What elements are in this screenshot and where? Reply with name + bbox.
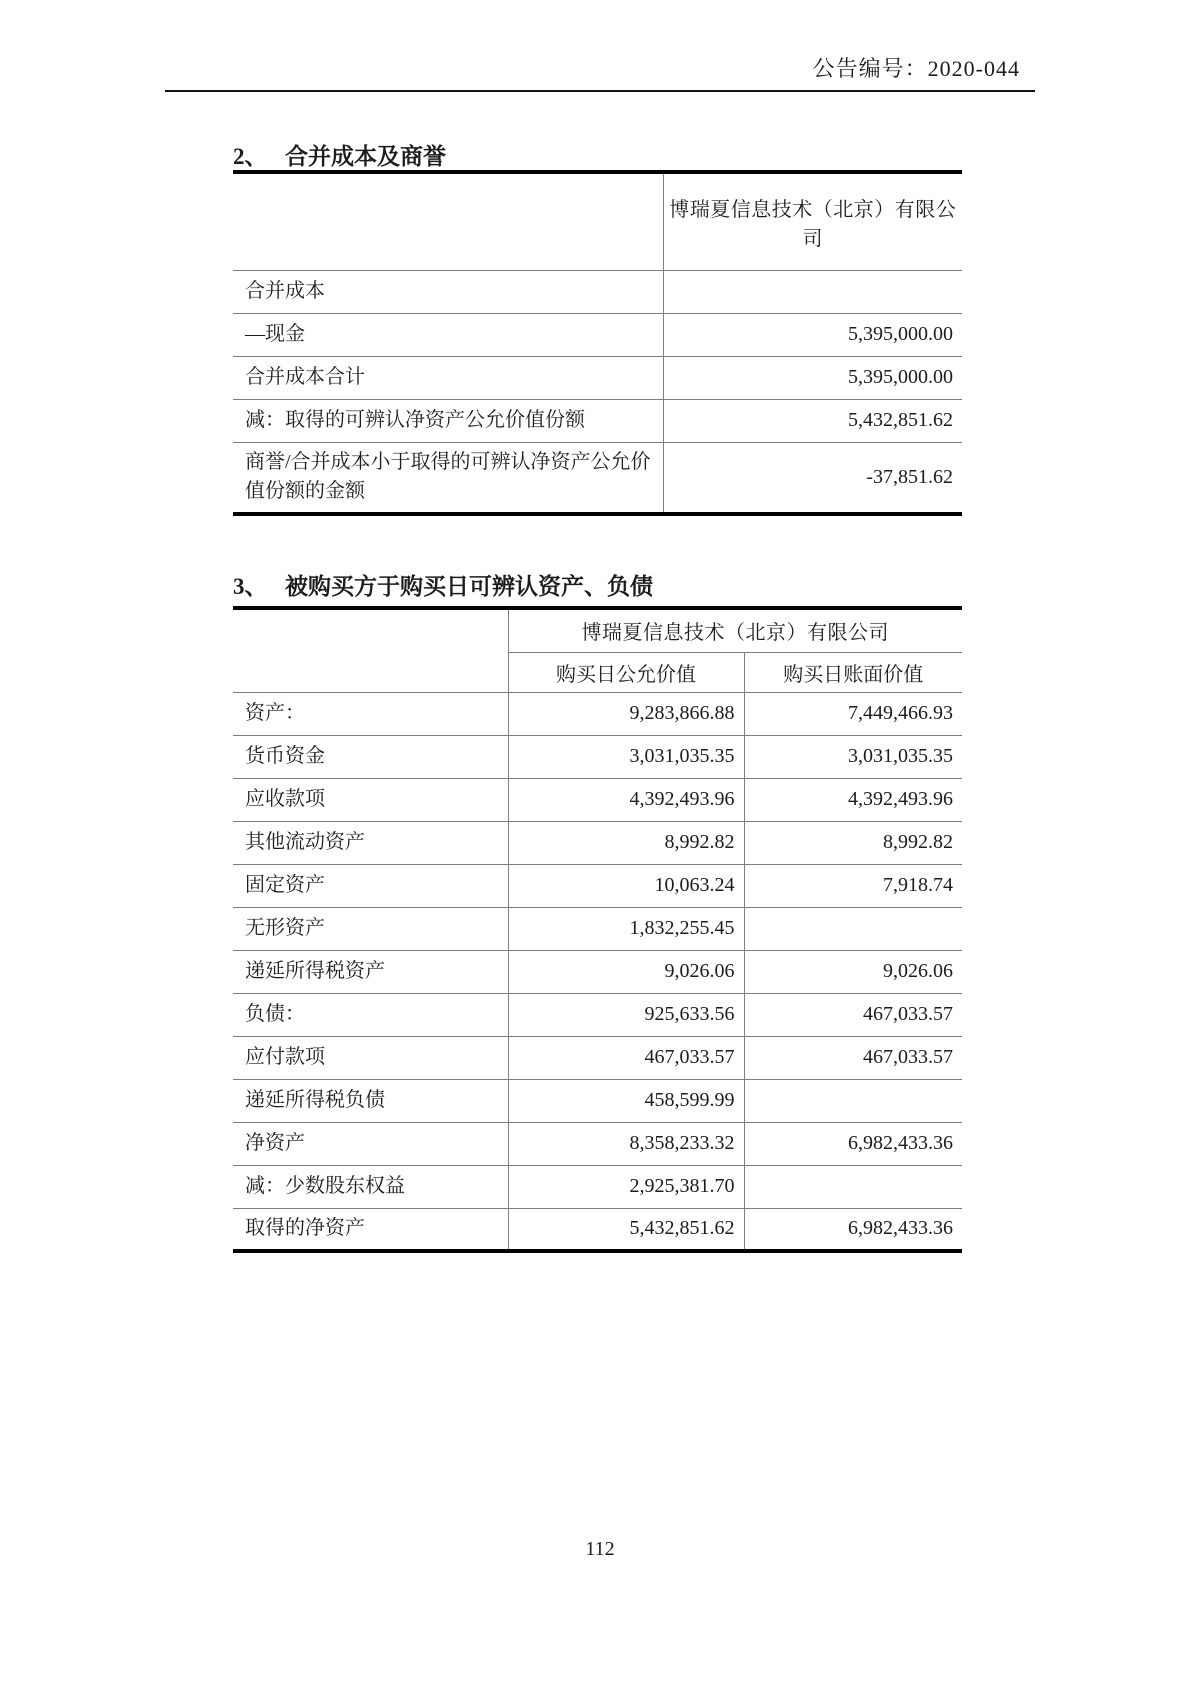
row-book-value: 9,026.06 [744, 950, 962, 993]
row-label: 无形资产 [233, 907, 508, 950]
row-book-value [744, 1079, 962, 1122]
row-label: 商誉/合并成本小于取得的可辨认净资产公允价值份额的金额 [233, 442, 663, 514]
table-row [233, 950, 962, 993]
col-header-book-value: 购买日账面价值 [744, 652, 962, 692]
row-label: 应收款项 [233, 778, 508, 821]
header-rule [165, 90, 1035, 92]
table-row [233, 1079, 962, 1122]
table-row [233, 172, 962, 270]
row-book-value: 4,392,493.96 [744, 778, 962, 821]
table-row [233, 399, 962, 442]
row-label: 取得的净资产 [233, 1208, 508, 1251]
table-row [233, 442, 962, 514]
table-row [233, 864, 962, 907]
row-label: 递延所得税负债 [233, 1079, 508, 1122]
table-row [233, 907, 962, 950]
table-row [233, 1208, 962, 1251]
row-book-value: 467,033.57 [744, 993, 962, 1036]
section3-number: 3、 [233, 574, 268, 599]
table2-header-blank [233, 608, 508, 652]
row-book-value [744, 1165, 962, 1208]
row-book-value: 7,918.74 [744, 864, 962, 907]
row-book-value: 467,033.57 [744, 1036, 962, 1079]
row-label: 其他流动资产 [233, 821, 508, 864]
row-label: 资产： [233, 692, 508, 735]
row-label: 减：取得的可辨认净资产公允价值份额 [233, 399, 663, 442]
row-fair-value: 5,432,851.62 [508, 1208, 744, 1251]
page-number: 112 [585, 1538, 615, 1560]
table-row [233, 1036, 962, 1079]
row-fair-value: 3,031,035.35 [508, 735, 744, 778]
table2-company-header: 博瑞夏信息技术（北京）有限公司 [508, 608, 962, 652]
section3-title: 被购买方于购买日可辨认资产、负债 [285, 574, 653, 599]
row-label: 负债： [233, 993, 508, 1036]
row-book-value: 6,982,433.36 [744, 1122, 962, 1165]
row-label: —现金 [233, 313, 663, 356]
row-label: 合并成本 [233, 270, 663, 313]
row-value [663, 270, 962, 313]
table-row [233, 692, 962, 735]
section2-title: 合并成本及商誉 [285, 144, 446, 169]
table-row [233, 1165, 962, 1208]
merger-cost-table [233, 170, 962, 516]
row-fair-value: 4,392,493.96 [508, 778, 744, 821]
table-row [233, 356, 962, 399]
table-row [233, 735, 962, 778]
row-book-value: 3,031,035.35 [744, 735, 962, 778]
row-fair-value: 9,283,866.88 [508, 692, 744, 735]
row-label: 递延所得税资产 [233, 950, 508, 993]
row-value: 5,395,000.00 [663, 313, 962, 356]
row-label: 净资产 [233, 1122, 508, 1165]
row-fair-value: 925,633.56 [508, 993, 744, 1036]
row-fair-value: 458,599.99 [508, 1079, 744, 1122]
row-value: 5,395,000.00 [663, 356, 962, 399]
doc-number: 公告编号：2020-044 [812, 56, 1020, 81]
row-fair-value: 2,925,381.70 [508, 1165, 744, 1208]
table-row [233, 652, 962, 692]
table2-subheader-blank [233, 652, 508, 692]
row-label: 货币资金 [233, 735, 508, 778]
row-book-value: 6,982,433.36 [744, 1208, 962, 1251]
row-value: -37,851.62 [663, 442, 962, 514]
table-row [233, 778, 962, 821]
row-label: 应付款项 [233, 1036, 508, 1079]
row-label: 减：少数股东权益 [233, 1165, 508, 1208]
row-label: 合并成本合计 [233, 356, 663, 399]
table-row [233, 270, 962, 313]
table-row [233, 1122, 962, 1165]
row-fair-value: 1,832,255.45 [508, 907, 744, 950]
row-book-value [744, 907, 962, 950]
row-fair-value: 9,026.06 [508, 950, 744, 993]
section2-heading [233, 138, 962, 171]
identifiable-assets-table [233, 606, 962, 1253]
row-book-value: 7,449,466.93 [744, 692, 962, 735]
col-header-fair-value: 购买日公允价值 [508, 652, 744, 692]
section2-number: 2、 [233, 144, 268, 169]
row-fair-value: 8,358,233.32 [508, 1122, 744, 1165]
row-fair-value: 10,063.24 [508, 864, 744, 907]
row-value: 5,432,851.62 [663, 399, 962, 442]
table1-header-blank [233, 172, 663, 270]
table-row [233, 821, 962, 864]
row-book-value: 8,992.82 [744, 821, 962, 864]
section3-heading [233, 568, 962, 601]
table-row [233, 313, 962, 356]
row-fair-value: 467,033.57 [508, 1036, 744, 1079]
row-fair-value: 8,992.82 [508, 821, 744, 864]
table-row [233, 993, 962, 1036]
table1-company-header: 博瑞夏信息技术（北京）有限公司 [663, 172, 962, 270]
table-row [233, 608, 962, 652]
row-label: 固定资产 [233, 864, 508, 907]
